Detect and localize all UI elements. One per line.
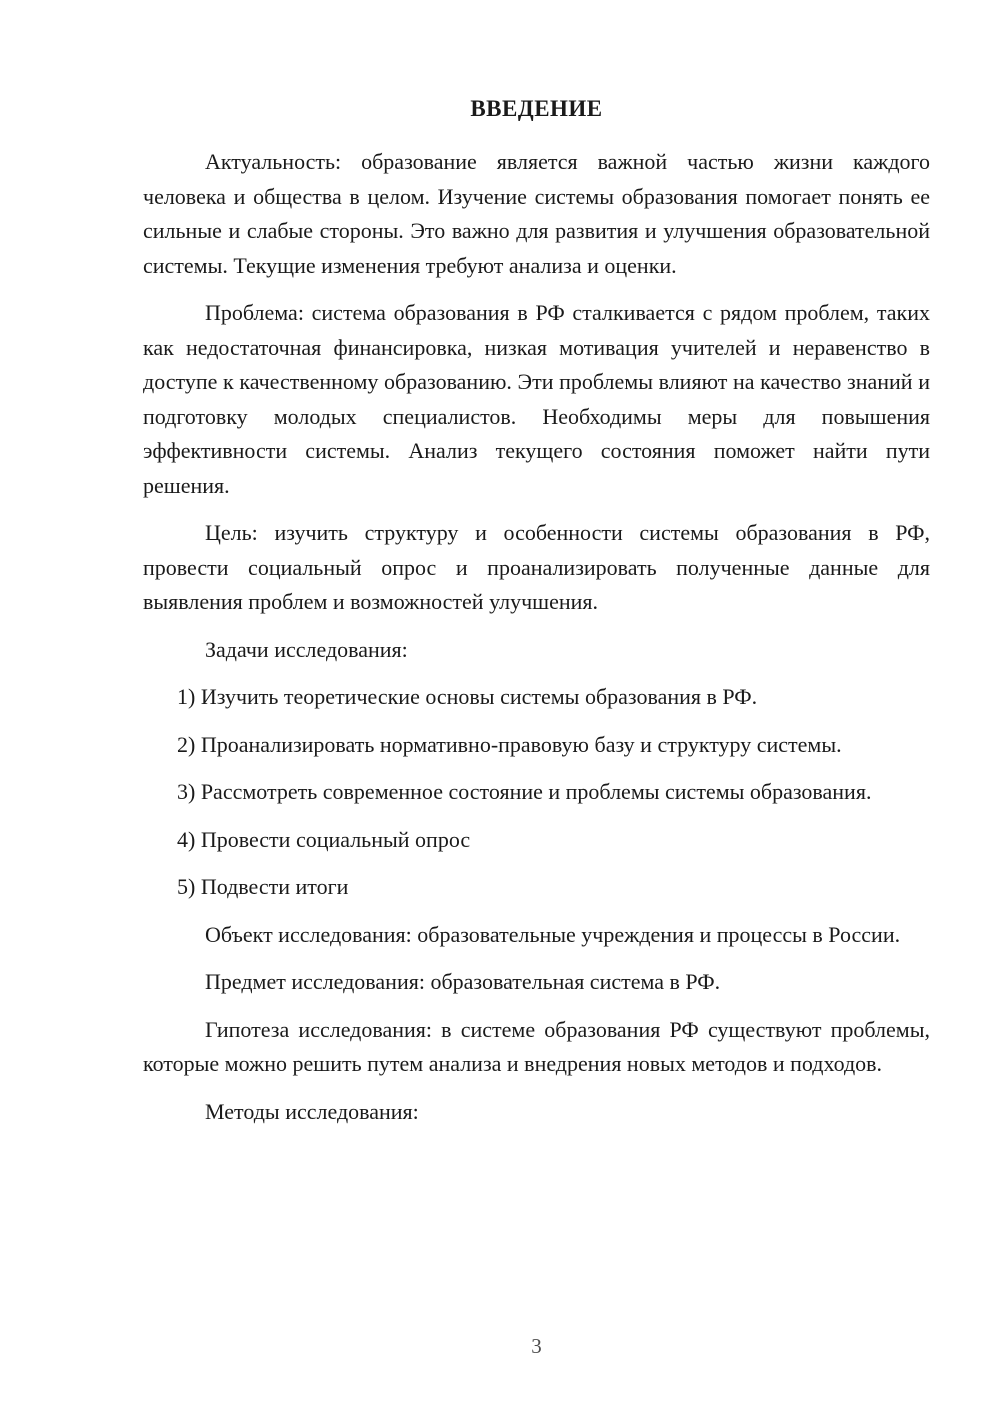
task-item-4: 4) Провести социальный опрос	[177, 826, 471, 852]
page-number: 3	[531, 1334, 542, 1358]
task-item-5: 5) Подвести итоги	[177, 874, 349, 899]
page-title: ВВЕДЕНИЕ	[470, 96, 603, 121]
paragraph-problem: Проблема: система образования в РФ сталкивается с рядом проблем, таких как недостаточная финансировка, низкая мотивация учителей и неравенство в доступе к качественному образованию. Эти проблемы влияют на качество знаний и подготовку молодых специалистов. Необходимы меры для повышения эффективности системы. Анализ текущего состояния поможет найти пути решения.	[143, 300, 930, 498]
paragraph-methods-heading: Методы исследования:	[205, 1098, 419, 1124]
paragraph-object: Объект исследования: образовательные учреждения и процессы в России.	[205, 921, 901, 947]
paragraph-goal: Цель: изучить структуру и особенности системы образования в РФ, провести социальный опрос и проанализировать полученные данные для выявления проблем и возможностей улучшения.	[143, 520, 930, 614]
paragraph-relevance: Актуальность: образование является важной частью жизни каждого человека и общества в целом. Изучение системы образования помогает понять ее сильные и слабые стороны. Это важно для развития и улучшения образовательной системы. Текущие изменения требуют анализа и оценки.	[143, 149, 930, 278]
paragraph-subject: Предмет исследования: образовательная система в РФ.	[205, 969, 721, 994]
task-item-3: 3) Рассмотреть современное состояние и проблемы системы образования.	[177, 779, 872, 804]
paragraph-hypothesis: Гипотеза исследования: в системе образования РФ существуют проблемы, которые можно решить путем анализа и внедрения новых методов и подходов.	[143, 1016, 930, 1076]
task-item-1: 1) Изучить теоретические основы системы образования в РФ.	[177, 684, 758, 709]
document-content	[143, 95, 930, 1142]
task-item-2: 2) Проанализировать нормативно-правовую базу и структуру системы.	[177, 731, 842, 757]
paragraph-tasks-heading: Задачи исследования:	[205, 636, 408, 662]
